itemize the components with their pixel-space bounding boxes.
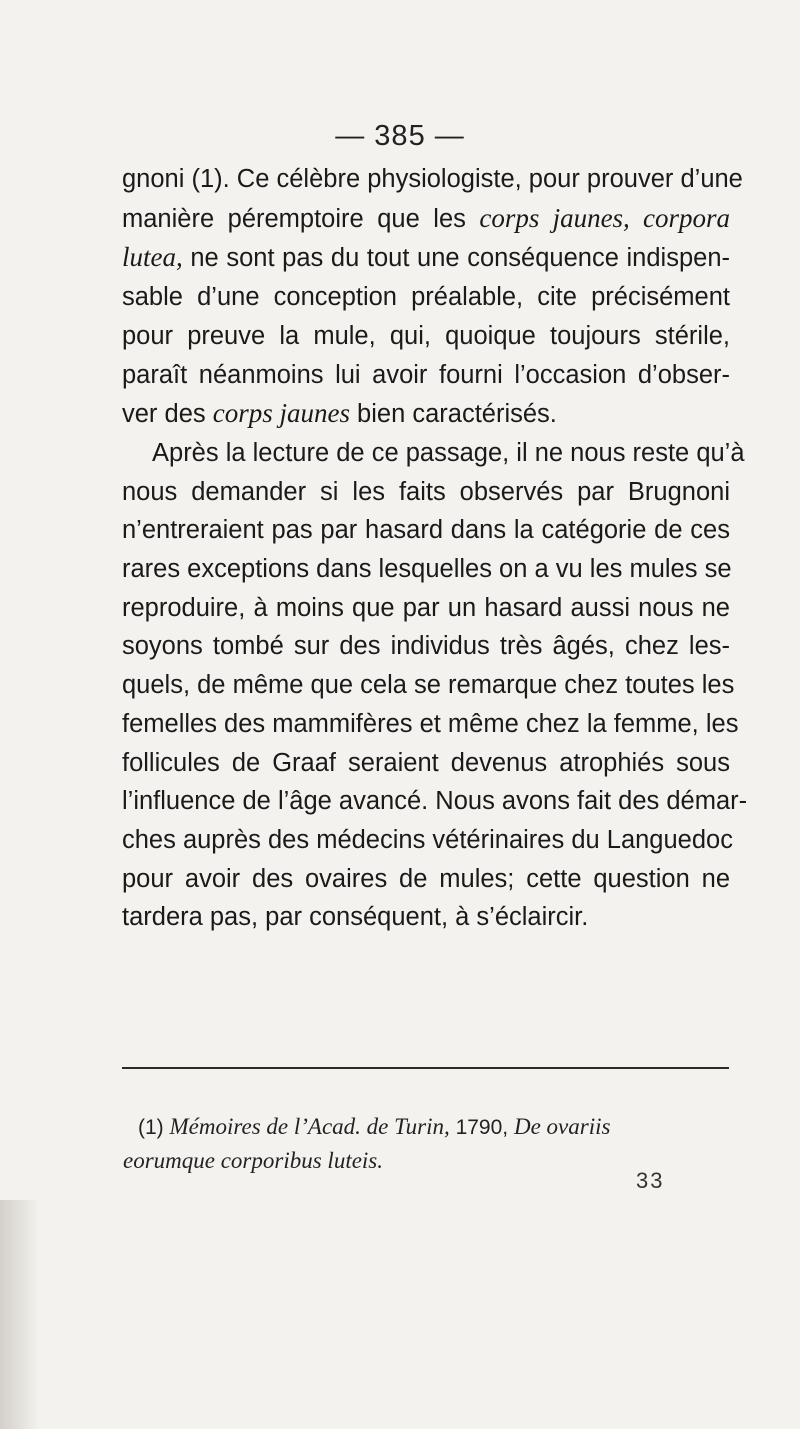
main-text: [122, 160, 748, 937]
text-line: manière péremptoire que les corps jaunes, corpora: [122, 202, 730, 233]
text-line: n’entreraient pas par hasard dans la catégorie de ces: [122, 516, 730, 545]
text-line: quels, de même que cela se remarque chez toutes les: [122, 671, 735, 700]
text-line: ver des corps jaunes bien caractérisés.: [122, 398, 557, 429]
text-line: ches auprès des médecins vétérinaires du Languedoc: [122, 825, 733, 854]
text-line: Après la lecture de ce passage, il ne nous reste qu’à: [152, 438, 745, 467]
page-number-header: — 385 —: [335, 120, 465, 152]
signature-mark: 33: [636, 1168, 665, 1193]
text-line: reproduire, à moins que par un hasard aussi nous ne: [122, 593, 730, 622]
text-line: lutea, ne sont pas du tout une conséquence indispen-: [122, 242, 730, 273]
text-line: femelles des mammifères et même chez la femme, les: [122, 709, 739, 738]
text-line: sable d’une conception préalable, cite précisément: [122, 283, 730, 312]
text-line: pour preuve la mule, qui, quoique toujours stérile,: [122, 321, 730, 350]
text-line: gnoni (1). Ce célèbre physiologiste, pour prouver d’une: [122, 165, 743, 193]
text-line: soyons tombé sur des individus très âgés, chez les-: [122, 632, 730, 661]
footnote-line: (1) Mémoires de l’Acad. de Turin, 1790, De ovariis: [138, 1114, 611, 1139]
page-edge-shadow: [0, 1200, 40, 1429]
footnote-marker: (1): [138, 1116, 164, 1139]
text-line: nous demander si les faits observés par Brugnoni: [122, 477, 730, 506]
text-line: follicules de Graaf seraient devenus atrophiés sous: [122, 748, 730, 777]
text-line: pour avoir des ovaires de mules; cette question ne: [122, 864, 730, 893]
text-line: l’influence de l’âge avancé. Nous avons fait des démar-: [122, 787, 748, 816]
text-line: tardera pas, par conséquent, à s’éclaircir.: [122, 903, 589, 932]
footnote-divider: [122, 1067, 729, 1069]
text-line: paraît néanmoins lui avoir fourni l’occasion d’obser-: [122, 360, 730, 389]
footnote-line: eorumque corporibus luteis.: [123, 1148, 384, 1173]
text-line: rares exceptions dans lesquelles on a vu les mules se: [122, 555, 732, 584]
